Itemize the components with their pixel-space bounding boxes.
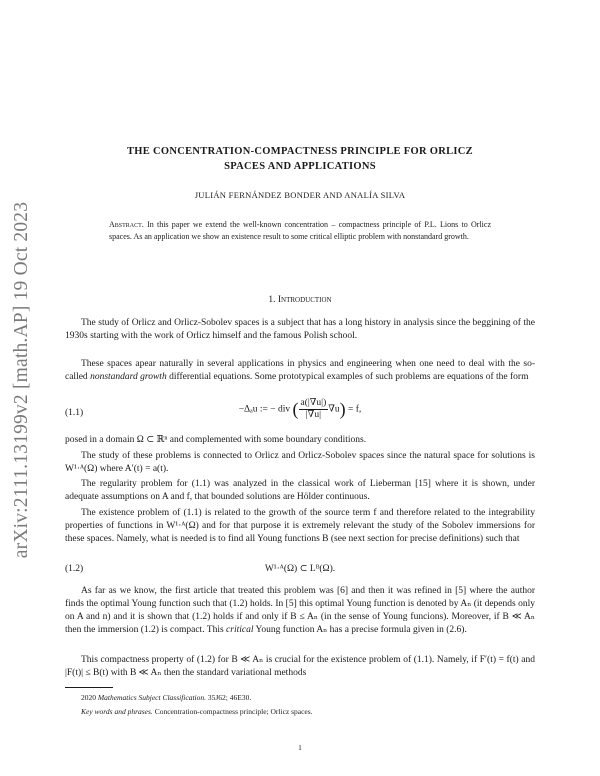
authors: JULIÁN FERNÁNDEZ BONDER AND ANALÍA SILVA — [194, 190, 406, 200]
paragraph-1: The study of Orlicz and Orlicz-Sobolev spaces is a subject that has a long history in analysis since the beggining of the 1930s starting with the work of Orlicz himself and the famous Polish school. — [65, 318, 535, 341]
eq1-label: (1.1) — [65, 408, 84, 418]
paragraph-4: The study of these problems is connected to Orlicz and Orlicz-Sobolev spaces since the natural space for solutions is W¹·ᴬ(Ω) where A′(t) = a(t). — [65, 451, 535, 474]
title-line-1: THE CONCENTRATION-COMPACTNESS PRINCIPLE FOR ORLICZ — [127, 146, 473, 157]
arxiv-identifier: arXiv:2111.13199v2 [math.AP] 19 Oct 2023 — [11, 201, 32, 559]
eq1-lhs: −Δₐu := − div — [238, 404, 291, 415]
eq1-fraction — [299, 398, 329, 421]
eq1-paren-close: ) — [339, 399, 346, 419]
paragraph-2 — [65, 358, 535, 384]
footnote-msc — [81, 693, 251, 703]
paragraph-7 — [65, 585, 535, 637]
p2-text-a: These spaces apear naturally in several applications in physics and engineering when one need to deal with the so-called — [65, 359, 535, 382]
p7-text-b: Young function Aₙ has a precise formula given in (2.6). — [253, 625, 467, 635]
paragraph-3: posed in a domain Ω ⊂ ℝⁿ and complemented with some boundary conditions. — [65, 435, 367, 445]
arxiv-sidebar — [0, 0, 44, 776]
paragraph-6: The existence problem of (1.1) is related to the growth of the source term f and therefore related to the integrability properties of functions in W¹·ᴬ(Ω) and for that purpose it is extremely relevant the study of the Sobolev immersions for these spaces. Namely, what is needed is to find all Young functions B (see next section for precise definitions) such that — [65, 508, 535, 544]
eq1-numerator: a(|∇u|) — [300, 398, 327, 408]
fn1-year: 2020 — [81, 693, 98, 702]
fn1-codes: 35J62; 46E30. — [206, 693, 252, 702]
eq1-paren-open: ( — [292, 399, 299, 419]
abstract-label: Abstract. — [109, 220, 144, 229]
equation-1-2 — [65, 563, 535, 577]
eq1-body — [65, 398, 535, 421]
paragraph-8: This compactness property of (1.2) for B ≪ Aₙ is crucial for the existence problem of (1.1). Namely, if F′(t) = f(t) and |F(t)| ≤ B(t) with B ≪ Aₙ then the standard variational methods — [65, 655, 535, 678]
p7-text-a: As far as we know, the first article that treated this problem was [6] and then it was refined in [5] where the author finds the optimal Young function such that (1.2) holds. In [5] this optimal Young function is denoted by Aₙ (it depends only on A and n) and it is shown that (1.2) holds if and only if B ≤ Aₙ (in the sense of Young funcions). Moreover, if B ≪ Aₙ then the immersion (1.2) is compact. This — [65, 586, 535, 635]
abstract-text: In this paper we extend the well-known concentration – compactness principle of P.L. Lions to Orlicz spaces. As an application we show an existence result to some critical elliptic problem with nonstandard growth. — [109, 220, 491, 241]
eq1-denominator: |∇u| — [305, 410, 321, 420]
footnote-keywords — [81, 707, 313, 717]
paragraph-5: The regularity problem for (1.1) was analyzed in the classical work of Lieberman [15] where it is shown, under adequate assumptions on A and f, that bounded solutions are Hölder continuous. — [65, 479, 535, 502]
title-line-2: SPACES AND APPLICATIONS — [224, 161, 376, 172]
paper-title — [65, 144, 535, 174]
abstract — [109, 219, 491, 242]
eq1-rhs: ∇u — [328, 404, 340, 415]
footnote-rule — [65, 687, 113, 688]
eq2-body: W¹·ᴬ(Ω) ⊂ Lᴮ(Ω). — [264, 564, 336, 574]
section-heading: 1. Introduction — [268, 295, 332, 305]
eq1-end: = f, — [348, 404, 362, 415]
equation-1-1 — [65, 398, 535, 428]
fn1-label: Mathematics Subject Classification. — [97, 693, 206, 702]
fn2-keywords: Concentration-compactness principle; Orlicz spaces. — [152, 707, 313, 716]
p7-emphasis: critical — [226, 625, 254, 635]
p2-emphasis: nonstandard growth — [90, 372, 167, 382]
page-number: 1 — [298, 743, 302, 752]
fn2-label: Key words and phrases. — [81, 707, 153, 716]
p2-text-b: differential equations. Some prototypical examples of such problems are equations of the form — [166, 372, 529, 382]
eq2-label: (1.2) — [65, 564, 84, 574]
